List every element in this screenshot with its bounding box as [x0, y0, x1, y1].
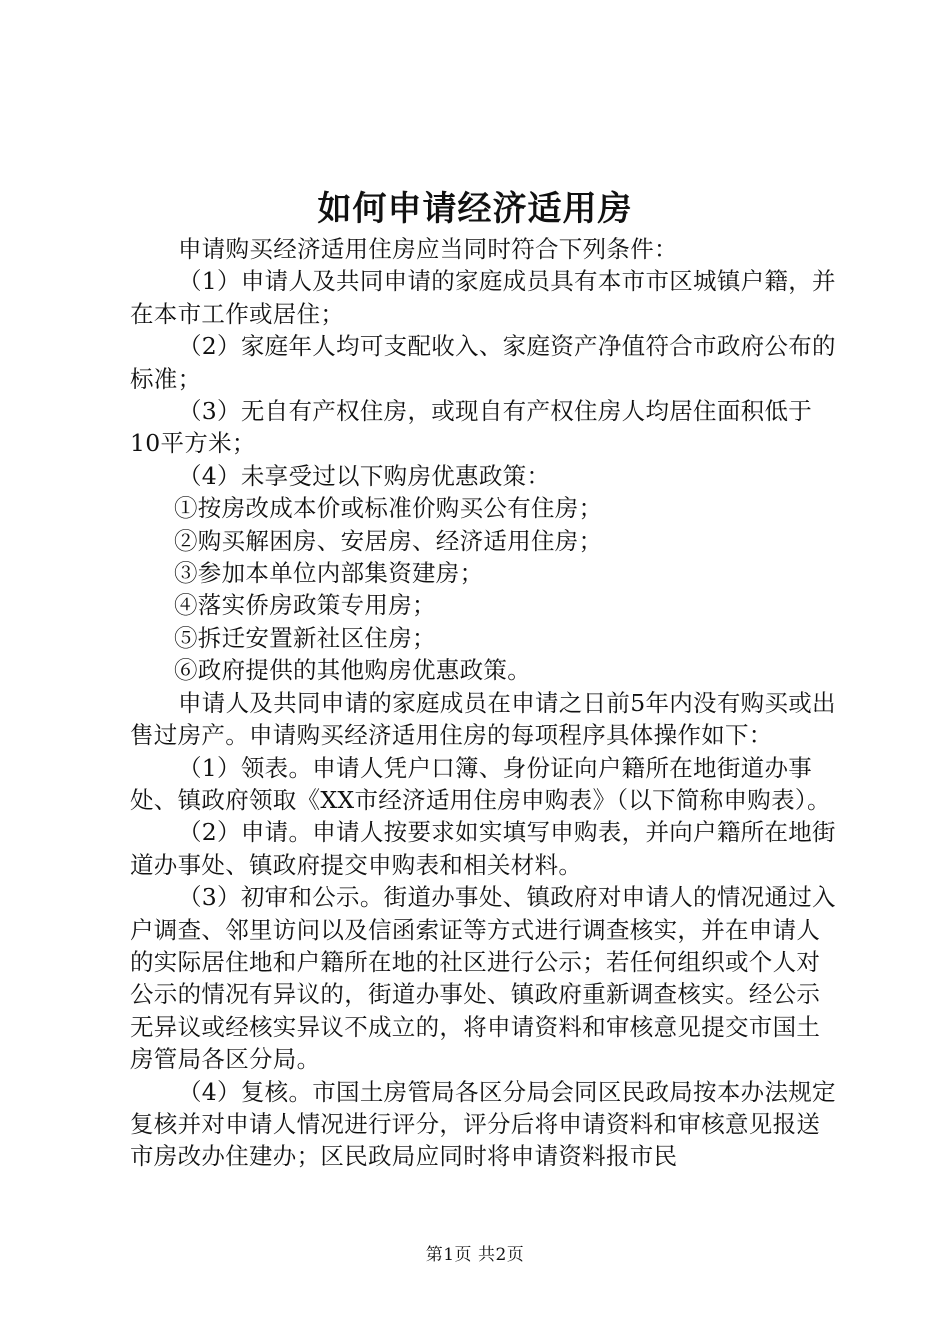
page-footer: 第1页 共2页 — [425, 1245, 525, 1265]
condition-3: （3）无自有产权住房，或现自有产权住房人均居住面积低于10平方米； — [130, 397, 813, 458]
document-title: 如何申请经济适用房 — [317, 189, 633, 229]
condition-1: （1）申请人及共同申请的家庭成员具有本市市区城镇户籍，并在本市工作或居住； — [130, 267, 836, 328]
procedure-step-4: （4）复核。市国土房管局各区分局会同区民政局按本办法规定复核并对申请人情况进行评分，评分后将申请资料和审核意见报送市房改办住建办；区民政局应同时将申请资料报市民 — [130, 1077, 836, 1171]
policy-item-2: ②购买解困房、安居房、经济适用住房； — [174, 526, 603, 555]
policy-item-1: ①按房改成本价或标准价购买公有住房； — [174, 494, 603, 523]
procedure-step-1: （1）领表。申请人凭户口簿、身份证向户籍所在地街道办事处、镇政府领取《XX市经济适用住房申购表》（以下简称申购表）。 — [130, 753, 831, 814]
procedure-intro: 申请人及共同申请的家庭成员在申请之日前5年内没有购买或出售过房产。申请购买经济适用住房的每项程序具体操作如下： — [130, 688, 836, 750]
conditions-intro: 申请购买经济适用住房应当同时符合下列条件： — [178, 235, 678, 263]
policy-item-4: ④落实侨房政策专用房； — [174, 591, 436, 620]
condition-2: （2）家庭年人均可支配收入、家庭资产净值符合市政府公布的标准； — [130, 332, 836, 393]
procedure-step-3: （3）初审和公示。街道办事处、镇政府对申请人的情况通过入户调查、邻里访问以及信函索证等方式进行调查核实，并在申请人的实际居住地和户籍所在地的社区进行公示；若任何组织或个人对公示的情况有异议的，街道办事处、镇政府重新调查核实。经公示无异议或经核实异议不成立的，将申请资料和审核意见提交市国土房管局各区分局。 — [130, 883, 836, 1074]
policy-item-6: ⑥政府提供的其他购房优惠政策。 — [174, 656, 531, 685]
policy-item-5: ⑤拆迁安置新社区住房； — [174, 623, 436, 652]
document-body — [130, 233, 840, 1173]
policy-item-3: ③参加本单位内部集资建房； — [174, 559, 484, 588]
procedure-step-2: （2）申请。申请人按要求如实填写申购表，并向户籍所在地街道办事处、镇政府提交申购表和相关材料。 — [130, 818, 836, 879]
condition-4: （4）未享受过以下购房优惠政策： — [178, 461, 551, 490]
